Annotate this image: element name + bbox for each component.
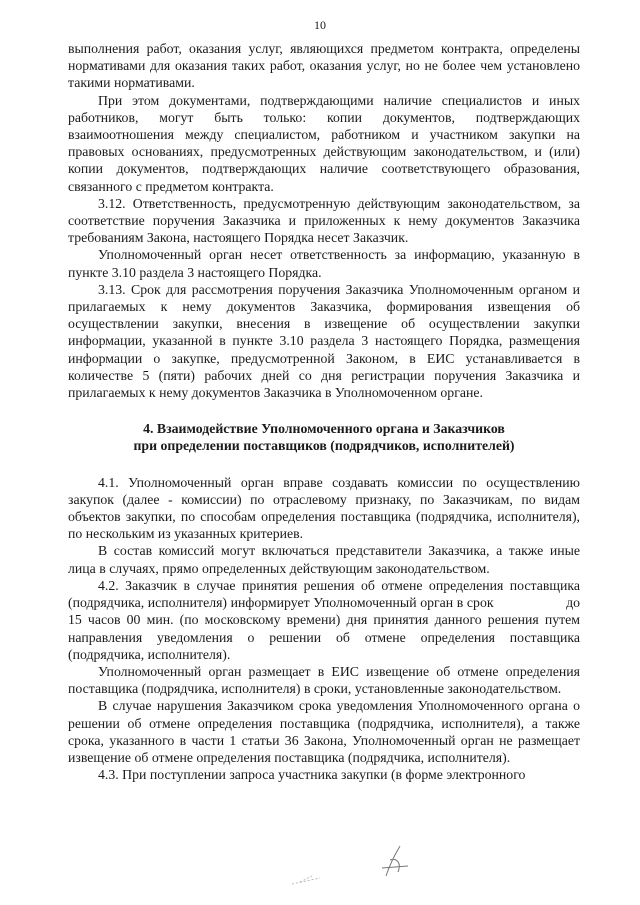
- paragraph: Уполномоченный орган несет ответственность за информацию, указанную в пункте 3.10 раздела 3 настоящего Порядка.: [68, 247, 580, 280]
- paragraph: В состав комиссий могут включаться представители Заказчика, а также иные лица в случаях, прямо определенных действующим законодательством.: [68, 543, 580, 576]
- paragraph: 4.3. При поступлении запроса участника закупки (в форме электронного: [98, 767, 526, 783]
- section-heading-line: при определении поставщиков (подрядчиков, исполнителей): [133, 438, 515, 454]
- document-body: [68, 40, 584, 783]
- spacer: [68, 455, 580, 474]
- page-number: 10: [314, 18, 326, 32]
- paragraph: 3.13. Срок для рассмотрения поручения Заказчика Уполномоченным органом и прилагаемых к нему документов Заказчика, формирования извещения об осуществлении закупки, внесения в извещение об осуществлении закупки информации, указанной в пункте 3.10 раздела 3 настоящего Порядка, размещения информации о закупке, предусмотренной Законом, в ЕИС устанавливается в количестве 5 (пяти) рабочих дней со дня регистрации поручения Заказчика и прилагаемых к нему документов Заказчика в Уполномоченном органе.: [68, 281, 580, 401]
- paragraph: 3.12. Ответственность, предусмотренную действующим законодательством, за соответствие поручения Заказчика и приложенных к нему документов Заказчика требованиям Закона, настоящего Порядка несет Заказчик.: [68, 195, 580, 246]
- paragraph: 4.1. Уполномоченный орган вправе создавать комиссии по осуществлению закупок (далее - комиссии) по отраслевому признаку, по Заказчикам, по видам объектов закупки, по способам определения поставщика (подрядчика, исполнителя), по нескольким из указанных критериев.: [68, 474, 580, 542]
- signature-mark: [290, 838, 430, 888]
- paragraph: В случае нарушения Заказчиком срока уведомления Уполномоченного органа о решении об отмене определения поставщика (подрядчика, исполнителя), а также срока, указанного в части 1 статьи 36 Закона, Уполномоченный орган не размещает извещение об отмене определения поставщика (подрядчика, исполнителя).: [68, 698, 580, 765]
- paragraph: выполнения работ, оказания услуг, являющихся предметом контракта, определены нормативами для оказания таких работ, оказания услуг, но не более чем установлено такими нормативами.: [68, 41, 580, 91]
- paragraph: При этом документами, подтверждающими наличие специалистов и иных работников, могут быть только: копии документов, подтверждающих взаимоотношения между специалистом, работником и участником закупки на правовых основаниях, предусмотренных действующим законодательством, и (или) копии документов, подтверждающих наличие соответствующего образования, связанного с предметом контракта.: [68, 92, 580, 194]
- spacer: [68, 401, 580, 420]
- paragraph: 4.2. Заказчик в случае принятия решения об отмене определения поставщика (подрядчика, исполнителя) информирует Уполномоченный орган в срок до 15 часов 00 мин. (по московскому времени) дня принятия данного решения путем направления уведомления о решении об отмене определения поставщика (подрядчика, исполнителя).: [68, 577, 584, 662]
- section-heading: [68, 420, 580, 454]
- section-heading-line: 4. Взаимодействие Уполномоченного органа и Заказчиков: [143, 421, 505, 437]
- paragraph: Уполномоченный орган размещает в ЕИС извещение об отмене определения поставщика (подрядчика, исполнителя) в сроки, установленные законодательством.: [68, 663, 580, 697]
